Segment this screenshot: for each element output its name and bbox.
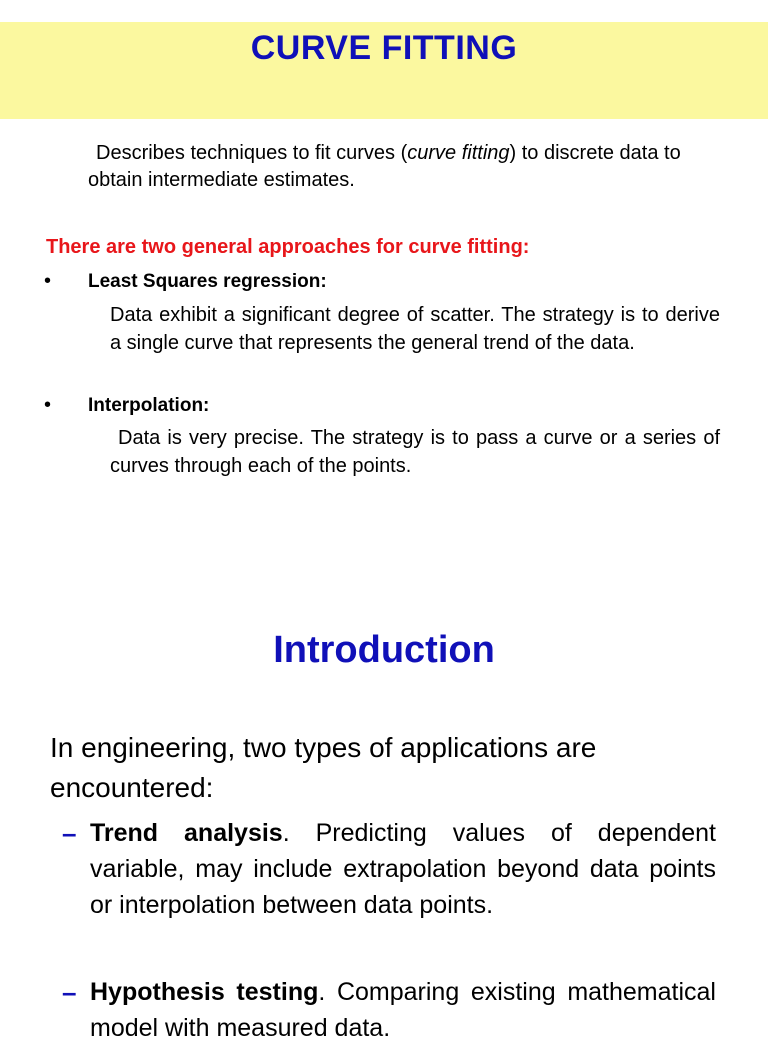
item-term: Trend analysis [90, 819, 283, 847]
list-item-trend-analysis [90, 815, 716, 923]
bullet-icon: • [44, 270, 52, 292]
introduction-heading: Introduction [273, 629, 495, 671]
bullet-icon: • [44, 394, 52, 416]
approach-title-interpolation: Interpolation: [88, 395, 210, 416]
item-term: Hypothesis testing [90, 978, 319, 1006]
page-title: CURVE FITTING [250, 29, 518, 67]
approach-body-least-squares: Data exhibit a significant degree of scatter. The strategy is to derive a single curve that represents the general trend of the data. [110, 304, 720, 354]
item-text: . Comparing existing mathematical model with measured data. [90, 978, 716, 1042]
approach-title-least-squares: Least Squares regression: [88, 271, 327, 292]
dash-bullet-icon: – [62, 818, 77, 848]
dash-bullet-icon: – [62, 977, 77, 1007]
description-paragraph [88, 140, 720, 194]
introduction-paragraph: In engineering, two types of applications are encountered: [50, 732, 597, 803]
description-end: ) to discrete data to obtain intermediate estimates. [88, 142, 681, 191]
approach-body-interpolation: Data is very precise. The strategy is to pass a curve or a series of curves through each of the points. [110, 427, 720, 477]
item-text: . Predicting values of dependent variable, may include extrapolation beyond data points or interpolation between data points. [90, 819, 716, 919]
list-item-hypothesis-testing [90, 974, 716, 1046]
description-italic: curve fitting [407, 142, 510, 164]
description-start: Describes techniques to fit curves ( [96, 142, 408, 164]
approaches-heading: There are two general approaches for curve fitting: [46, 236, 530, 258]
